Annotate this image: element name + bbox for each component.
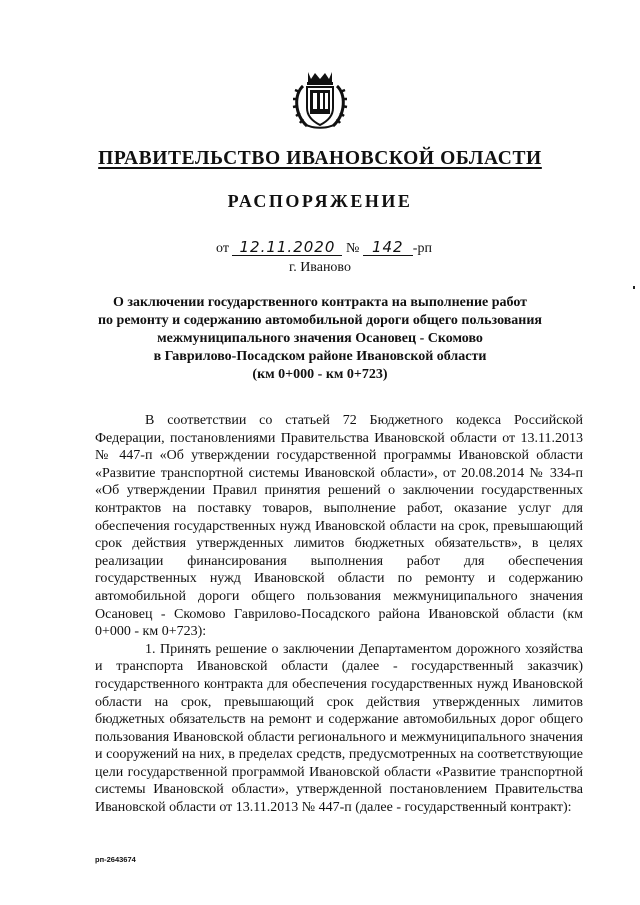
date-prefix: от <box>216 241 229 256</box>
body-paragraph-preamble: В соответствии со статьей 72 Бюджетного кодекса Российской Федерации, постановлениями Правительства Ивановской области от 13.11.2013 № 447-п «Об утверждении государственной программы Ивановской области «Развитие транспортной системы Ивановской области», от 20.08.2014 № 334-п «Об утверждении Правил принятия решений о заключении государственных контрактов на поставку товаров, выполнение работ, оказание услуг для обеспечения государственных нужд Ивановской области на срок, превышающий срок действия утвержденных лимитов бюджетных обязательств», в целях реализации финансирования выполнения работ для обеспечения государственных нужд Ивановской области по ремонту и содержанию автомобильной дороги общего пользования межмуниципального значения Осановец - Скомово Гаврилово-Посадского района Ивановской области (км 0+000 - км 0+723): <box>95 413 583 640</box>
document-code: рп-2643674 <box>95 855 136 864</box>
handwritten-date: 12.11.2020 <box>232 240 342 256</box>
document-body <box>95 412 583 817</box>
subject-line: (км 0+000 - км 0+723) <box>252 367 388 382</box>
organization-title <box>0 148 640 170</box>
handwritten-number: 142 <box>363 240 413 256</box>
subject-line: межмуниципального значения Осановец - Скомово <box>157 331 483 346</box>
number-sign: № <box>345 241 360 256</box>
body-paragraph-item-1: 1. Принять решение о заключении Департаментом дорожного хозяйства и транспорта Ивановской области (далее - государственный заказчик) государственного контракта для обеспечения государственных нужд Ивановской области на срок, превышающий срок действия утвержденных лимитов бюджетных обязательств на ремонт и содержание автомобильных дорог общего пользования Ивановской области регионального и межмуниципального значения и сооружений на них, в пределах средств, предусмотренных на соответствующие цели государственной программой Ивановской области «Развитие транспортной системы Ивановской области», утвержденной постановлением Правительства Ивановской области от 13.11.2013 № 447-п (далее - государственный контракт): <box>95 641 583 816</box>
organization-title-text: ПРАВИТЕЛЬСТВО ИВАНОВСКОЙ ОБЛАСТИ <box>98 148 542 169</box>
subject-line: по ремонту и содержанию автомобильной дороги общего пользования <box>97 313 542 328</box>
scan-mark <box>633 286 635 289</box>
subject-line: в Гаврилово-Посадском районе Ивановской области <box>153 349 487 364</box>
document-subject <box>70 294 570 384</box>
registration-line <box>216 240 432 257</box>
city: г. Иваново <box>289 260 351 275</box>
subject-line: О заключении государственного контракта на выполнение работ <box>112 295 528 310</box>
number-suffix: -рп <box>412 241 432 256</box>
document-type: РАСПОРЯЖЕНИЕ <box>227 191 413 211</box>
ivanovo-coat-of-arms-icon <box>291 68 349 130</box>
